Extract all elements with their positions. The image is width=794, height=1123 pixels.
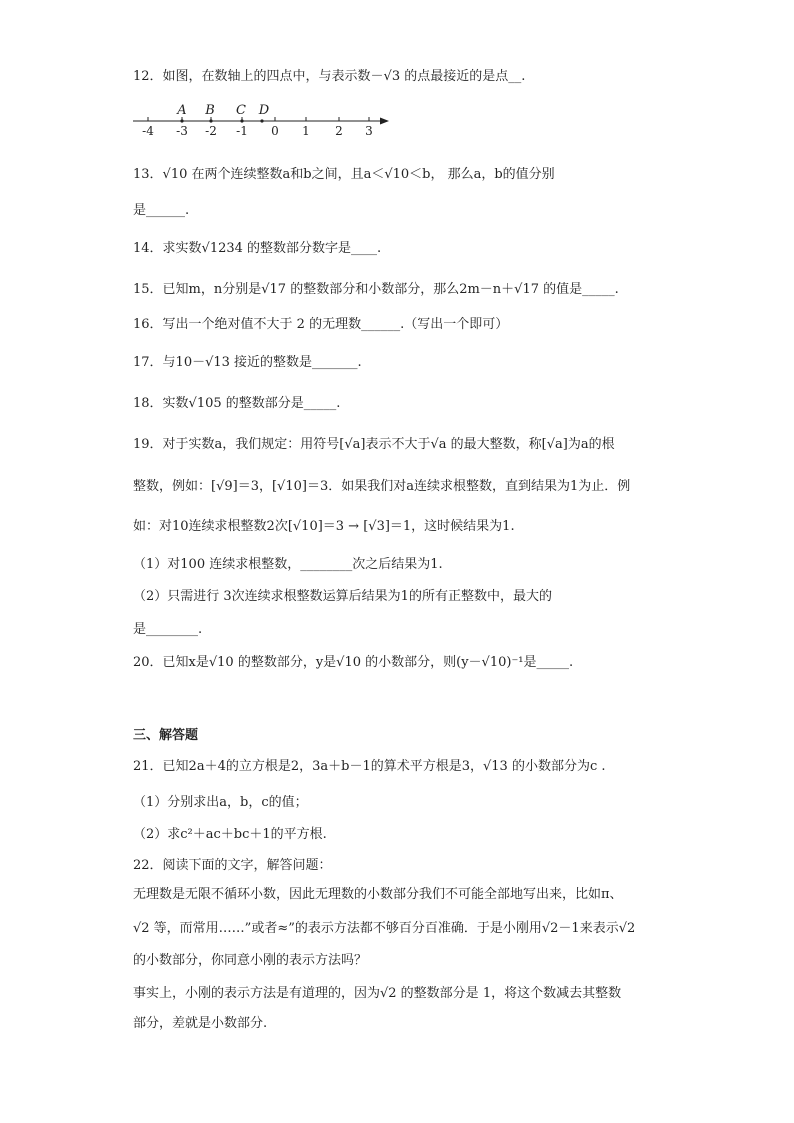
question-14: 14．求实数√1234 的整数部分数字是____. <box>133 241 382 256</box>
point-d-dot <box>260 119 263 122</box>
tick-label: 0 <box>271 124 279 138</box>
point-label-b: B <box>205 103 215 118</box>
question-19-part1: （1）对100 连续求根整数，________次之后结果为1. <box>133 557 443 572</box>
tick-label: -4 <box>142 124 154 138</box>
tick-label: 1 <box>302 124 310 138</box>
question-15: 15．已知m，n分别是√17 的整数部分和小数部分，那么2m－n＋√17 的值是_____. <box>133 282 619 297</box>
number-line-figure <box>133 100 413 140</box>
question-19-part2-line1: （2）只需进行 3次连续求根整数运算后结果为1的所有正整数中，最大的 <box>133 589 552 604</box>
question-19-line2: 整数，例如：[√9]＝3，[√10]＝3．如果我们对a连续求根整数，直到结果为1为止．例 <box>133 479 631 494</box>
reading-paragraph-line3: 的小数部分，你同意小刚的表示方法吗？ <box>133 953 368 968</box>
section-heading: 三、解答题 <box>133 728 199 743</box>
tick-label: -3 <box>176 124 188 138</box>
question-17: 17．与10－√13 接近的整数是_______. <box>133 355 362 370</box>
tick-label: 2 <box>335 124 343 138</box>
tick-label: -2 <box>205 124 217 138</box>
reading-paragraph-line2: √2 等，而常用……”或者≈”的表示方法都不够百分百准确．于是小刚用√2－1来表示√2 <box>133 921 636 936</box>
question-22: 22．阅读下面的文字，解答问题： <box>133 858 332 873</box>
point-label-c: C <box>236 103 246 118</box>
question-16: 16．写出一个绝对值不大于 2 的无理数______.（写出一个即可） <box>133 317 509 332</box>
question-12: 12．如图，在数轴上的四点中，与表示数－√3 的点最接近的是点__. <box>133 69 526 84</box>
question-21-part1: （1）分别求出a，b，c的值； <box>133 795 308 810</box>
tick-label: -1 <box>236 124 248 138</box>
question-20: 20．已知x是√10 的整数部分，y是√10 的小数部分，则(y－√10)⁻¹是_____. <box>133 655 574 670</box>
point-label-a: A <box>177 103 187 118</box>
number-line-arrow <box>380 118 389 125</box>
point-label-d: D <box>258 103 270 118</box>
question-21: 21．已知2a＋4的立方根是2，3a＋b－1的算术平方根是3，√13 的小数部分为c . <box>133 759 606 774</box>
point-a-dot <box>180 119 183 122</box>
question-13-line2: 是______. <box>133 203 190 218</box>
question-21-part2: （2）求c²＋ac＋bc＋1的平方根. <box>133 827 327 842</box>
question-13-line1: 13．√10 在两个连续整数a和b之间，且a＜√10＜b， 那么a，b的值分别 <box>133 167 555 182</box>
reading-paragraph-line4: 事实上，小刚的表示方法是有道理的，因为√2 的整数部分是 1，将这个数减去其整数 <box>133 986 622 1001</box>
question-18: 18．实数√105 的整数部分是_____. <box>133 396 341 411</box>
question-19-part2-line2: 是________. <box>133 622 203 637</box>
point-c-dot <box>240 119 243 122</box>
question-19-line3: 如：对10连续求根整数2次[√10]＝3 → [√3]＝1，这时候结果为1. <box>133 519 515 534</box>
reading-paragraph-line5: 部分，差就是小数部分. <box>133 1016 268 1031</box>
tick-label: 3 <box>365 124 373 138</box>
question-19-line1: 19．对于实数a，我们规定：用符号[√a]表示不大于√a 的最大整数，称[√a]为a的根 <box>133 437 615 452</box>
reading-paragraph-line1: 无理数是无限不循环小数，因此无理数的小数部分我们不可能全部地写出来，比如π、 <box>133 887 623 902</box>
point-b-dot <box>209 119 212 122</box>
